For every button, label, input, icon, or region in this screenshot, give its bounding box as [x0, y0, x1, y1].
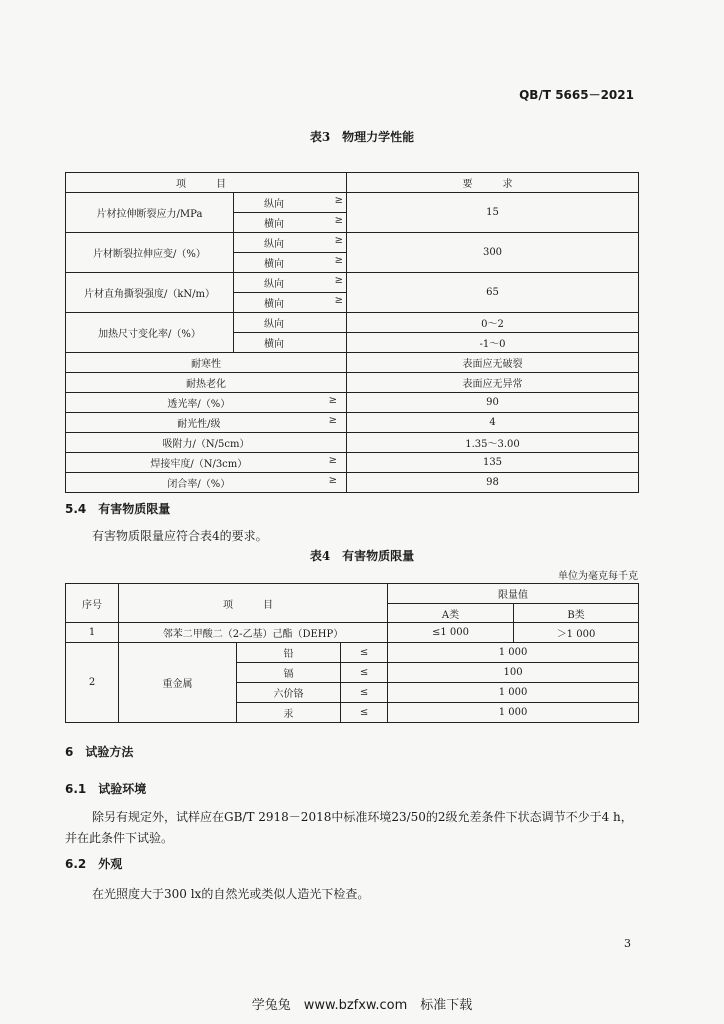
- table3-req: 300: [347, 233, 639, 273]
- table3-req: 135: [347, 453, 639, 473]
- table3-req: 98: [347, 473, 639, 493]
- table3-sub: 横向 ≥: [234, 253, 347, 273]
- table4-sub-name: 铅: [237, 643, 341, 663]
- table4-head-no: 序号: [66, 584, 119, 623]
- table3-sub: 横向: [234, 333, 347, 353]
- table4-head-a: A类: [388, 604, 514, 623]
- table3-item: 片材拉伸断裂应力/MPa: [66, 193, 234, 233]
- table3-item: 片材断裂拉伸应变/（%）: [66, 233, 234, 273]
- section-6-2-heading: 6.2 外观: [65, 857, 123, 871]
- table4-item: 邻苯二甲酸二（2-乙基）己酯（DEHP）: [119, 623, 388, 643]
- table4-sub-val: 1 000: [388, 703, 639, 723]
- table4-sub-name: 汞: [237, 703, 341, 723]
- table3-sub: 横向 ≥: [234, 213, 347, 233]
- table4-head-limit: 限量值: [388, 584, 639, 604]
- table3-item: 耐寒性: [66, 353, 347, 373]
- table3-req: 65: [347, 273, 639, 313]
- table4-group: 重金属: [119, 643, 237, 723]
- table3-req: 15: [347, 193, 639, 233]
- table4-sub-name: 镉: [237, 663, 341, 683]
- section-6-1-text-line2: 并在此条件下试验。: [65, 831, 174, 845]
- table3-req: 表面应无破裂: [347, 353, 639, 373]
- footer-watermark: 学兔兔 www.bzfxw.com 标准下载: [251, 998, 473, 1013]
- table3-head-req: 要 求: [347, 173, 639, 193]
- table4-sub-name: 六价铬: [237, 683, 341, 703]
- table4-a: ≤1 000: [388, 623, 514, 643]
- table4-sub-op: ≤: [341, 643, 388, 663]
- table4: [65, 583, 639, 723]
- table3-head-item: 项 目: [66, 173, 347, 193]
- table3-sub: 纵向 ≥: [234, 233, 347, 253]
- table3-item: 片材直角撕裂强度/（kN/m）: [66, 273, 234, 313]
- table3-item: 焊接牢度/（N/3cm） ≥: [66, 453, 347, 473]
- section-5-4-text: 有害物质限量应符合表4的要求。: [92, 529, 268, 543]
- section-6-2-text: 在光照度大于300 lx的自然光或类似人造光下检查。: [92, 887, 370, 901]
- table4-no: 2: [66, 643, 119, 723]
- table3-item: 耐光性/级 ≥: [66, 413, 347, 433]
- table3-req: 0～2: [347, 313, 639, 333]
- section-6-1-text-line1: 除另有规定外，试样应在GB/T 2918－2018中标准环境23/50的2级允差条件下状态调节不少于4 h，: [92, 810, 633, 824]
- table3-item: 闭合率/（%） ≥: [66, 473, 347, 493]
- table4-sub-val: 1 000: [388, 643, 639, 663]
- table4-b: ＞1 000: [514, 623, 639, 643]
- table3-req: 1.35～3.00: [347, 433, 639, 453]
- standard-code: QB/T 5665－2021: [519, 88, 634, 102]
- table4-sub-val: 1 000: [388, 683, 639, 703]
- table4-head-item: 项 目: [119, 584, 388, 623]
- section-6-1-heading: 6.1 试验环境: [65, 782, 147, 796]
- table3-sub: 纵向 ≥: [234, 193, 347, 213]
- table4-no: 1: [66, 623, 119, 643]
- table3-item: 加热尺寸变化率/（%）: [66, 313, 234, 353]
- table3-sub: 纵向: [234, 313, 347, 333]
- table3-item: 透光率/（%） ≥: [66, 393, 347, 413]
- table4-sub-op: ≤: [341, 703, 388, 723]
- table3-req: 表面应无异常: [347, 373, 639, 393]
- table4-head-b: B类: [514, 604, 639, 623]
- table3-req: 90: [347, 393, 639, 413]
- table3-item: 吸附力/（N/5cm）: [66, 433, 347, 453]
- table4-sub-op: ≤: [341, 683, 388, 703]
- page-number: 3: [624, 937, 631, 950]
- table3-caption: 表3 物理力学性能: [309, 130, 415, 144]
- table3-sub: 横向 ≥: [234, 293, 347, 313]
- table3-item: 耐热老化: [66, 373, 347, 393]
- table3: [65, 172, 639, 493]
- section-5-4-heading: 5.4 有害物质限量: [65, 502, 171, 516]
- table4-sub-op: ≤: [341, 663, 388, 683]
- table4-sub-val: 100: [388, 663, 639, 683]
- section-6-heading: 6 试验方法: [65, 745, 134, 759]
- table3-sub: 纵向 ≥: [234, 273, 347, 293]
- table3-req: -1～0: [347, 333, 639, 353]
- table4-unit: 单位为毫克每千克: [558, 571, 638, 582]
- table4-caption: 表4 有害物质限量: [309, 549, 415, 563]
- table3-req: 4: [347, 413, 639, 433]
